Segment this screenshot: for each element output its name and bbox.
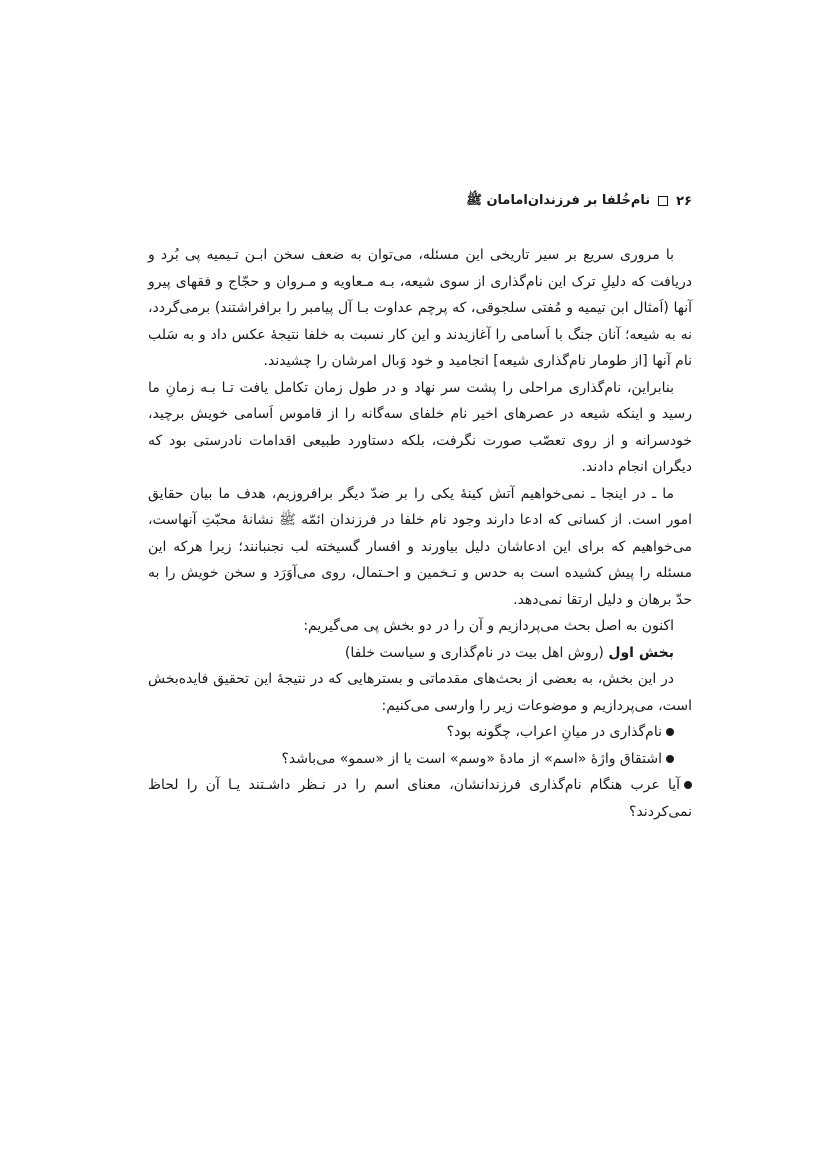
book-page <box>148 188 692 825</box>
running-header-title: نام‌خُلفا بر فرزندان‌امامان ﷺ <box>466 192 651 208</box>
bullet-icon <box>666 728 674 736</box>
section-label: بخش اول <box>608 644 674 661</box>
bullet-icon <box>684 781 692 789</box>
intro-line: اکنون به اصل بحث می‌پردازیم و آن را در دو بخش پی می‌گیریم: <box>303 618 674 634</box>
section-subtitle: (روش اهل بیت در نام‌گذاری و سیاست خلفا) <box>344 644 604 661</box>
topic-list <box>148 719 692 825</box>
list-item <box>148 719 692 746</box>
list-item-text: نام‌گذاری در میانِ اعراب، چگونه بود؟ <box>446 724 662 740</box>
body-text <box>148 242 692 825</box>
bullet-icon <box>666 755 674 763</box>
paragraph-3: ما ـ در اینجا ـ نمی‌خواهیم آتش کینهٔ یکی را بر ضدّ دیگر برافروزیم، هدف ما بیان حقایق امور است. از کسانی که ادعا دارند وجود نام خلفا در فرزندان ائمّه ﷺ نشانهٔ محبّتِ آنهاست، می‌خواهیم که برای این ادعاشان دلیل بیاورند و افسار گسیخته لب نجنبانند؛ زیرا هرکه این مسئله را پیش کشیده است به حدس و تـخمین و احـتمال، روی می‌آوَرَد و سخن خویش را به حدّ برهان و دلیل ارتقا نمی‌دهد. <box>148 485 692 608</box>
section-intro: در این بخش، به بعضی از بحث‌های مقدماتی و بسترهایی که در نتیجهٔ این تحقیق فایده‌بخش است، می‌پردازیم و موضوعات زیر را وارسی می‌کنیم: <box>148 671 692 714</box>
list-item <box>148 772 692 825</box>
square-bullet-icon <box>658 196 668 206</box>
section-heading <box>148 640 692 667</box>
page-number: ۲۶ <box>676 193 692 209</box>
list-item <box>148 746 692 773</box>
list-item-text: آیا عرب هنگام نام‌گذاری فرزندانشان، معنای اسم را در نـظر داشـتند یـا آن را لحاظ نمی‌کردند؟ <box>148 777 692 820</box>
list-item-text: اشتقاق واژهٔ «اسم» از مادهٔ «وسم» است یا از «سمو» می‌باشد؟ <box>281 750 662 767</box>
running-header <box>148 188 692 214</box>
paragraph-2: بنابراین، نام‌گذاری مراحلی را پشت سر نهاد و در طول زمان تکامل یافت تـا بـه زمانِ ما رسید و اینکه شیعه در عصرهای اخیر نام خلفای سه‌گانه را از قاموس اَسامی خویش برچید، خودسرانه و از روی تعصّب صورت نگرفت، بلکه دستاورد طبیعی اقدامات نادرستی بود که دیگران انجام دادند. <box>148 379 692 475</box>
paragraph-1: با مروری سریع بر سیر تاریخی این مسئله، می‌توان به ضعف سخن ابـن تـیمیه پی بُرد و دریافت که دلیلِ ترک این نام‌گذاری از سوی شیعه، بـه مـعاویه و مـروان و حجّاج و فقهای پیرو آنها (اَمثال ابن تیمیه و مُفتی سلجوقی، که پرچم عداوت بـا آل پیامبر را برافراشتند) برمی‌گردد، نه به شیعه؛ آنان جنگ با اَسامی را آغازیدند و این کار نسبت به خلفا نتیجهٔ عکس داد و به سَلب نام آنها [از طومار نام‌گذاری شیعه] انجامید و خود وَبال امرشان را چشیدند. <box>148 247 692 369</box>
